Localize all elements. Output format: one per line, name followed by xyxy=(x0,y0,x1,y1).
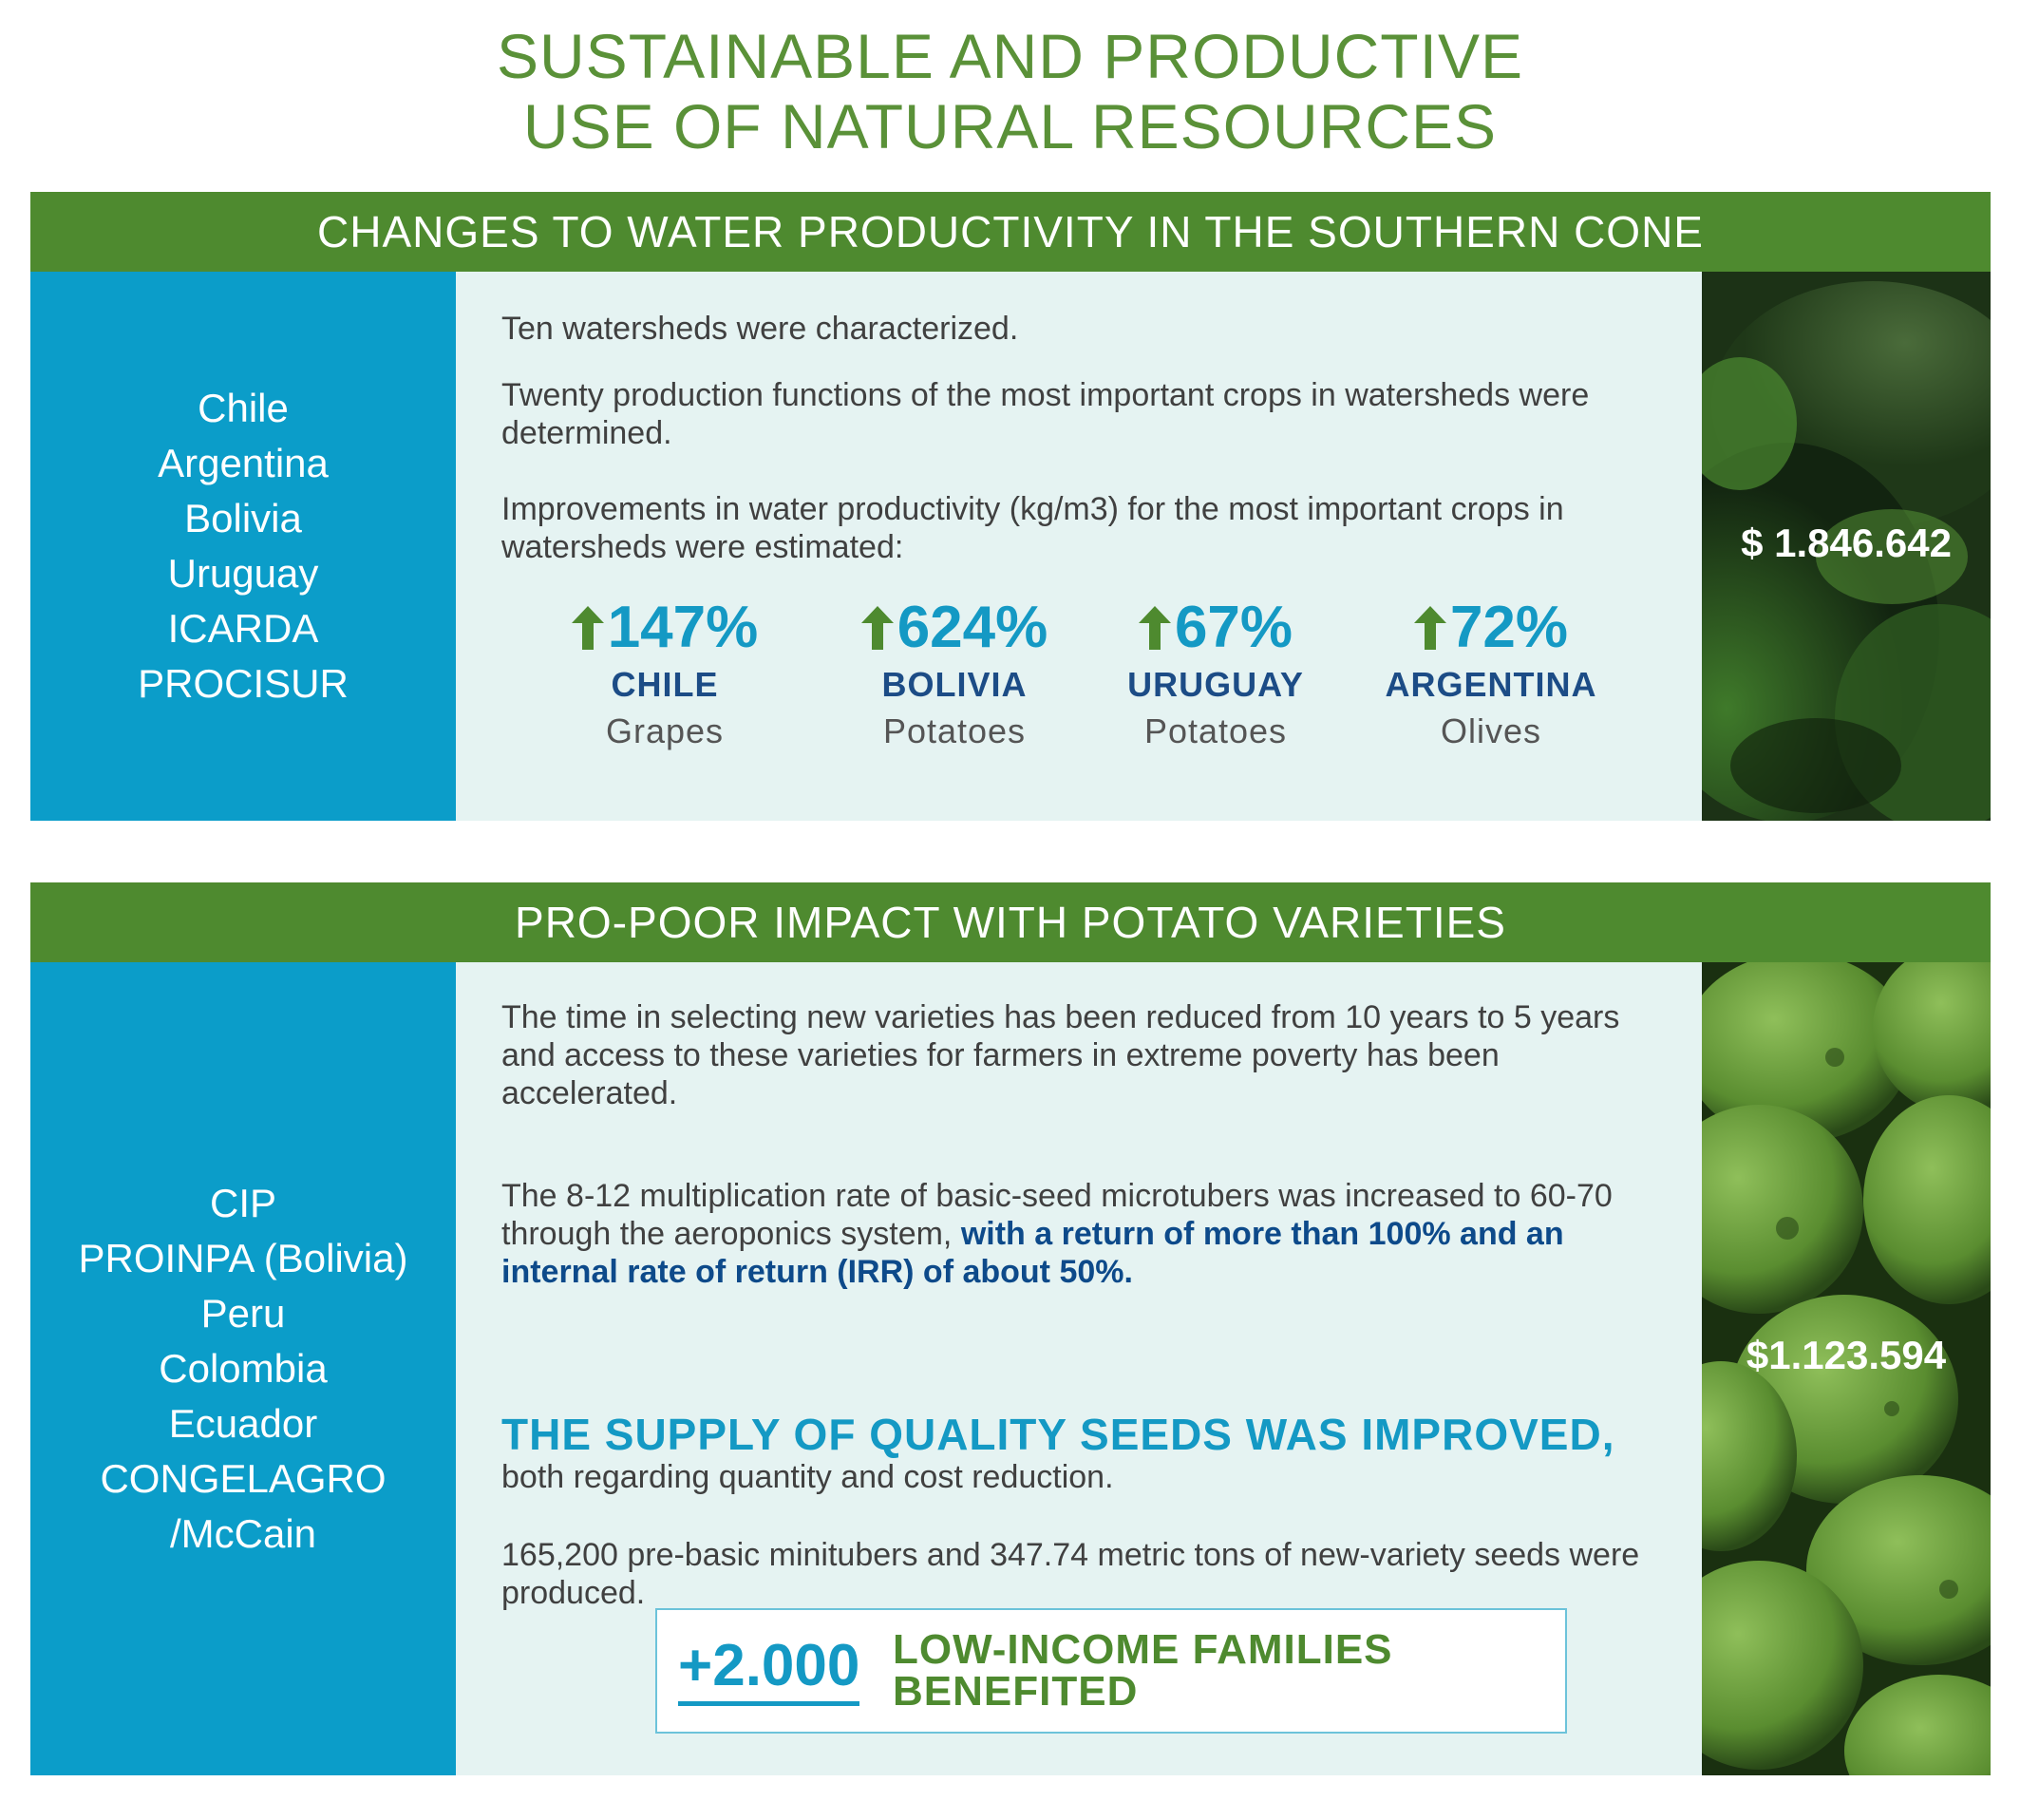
water-budget-amount: $ 1.846.642 xyxy=(1741,521,1952,565)
potato-partners-panel xyxy=(30,962,456,1775)
partner-uruguay: Uruguay xyxy=(167,551,319,596)
stat-bolivia-country: BOLIVIA xyxy=(881,665,1028,704)
return-rate-highlight: with a return of more than 100% and an internal rate of return (IRR) of about 50%. xyxy=(501,1216,1564,1290)
partner-proinpa: PROINPA (Bolivia) xyxy=(78,1236,408,1280)
water-improvements-text: Improvements in water productivity (kg/m3) for the most important crops in watersheds were estimated: xyxy=(501,491,1564,565)
stat-bolivia-value: 624% xyxy=(897,595,1048,660)
page-title-line-1: SUSTAINABLE AND PRODUCTIVE xyxy=(496,21,1523,91)
stat-chile xyxy=(532,595,798,754)
families-label-line-1: LOW-INCOME FAMILIES xyxy=(893,1626,1393,1673)
potato-budget-amount: $1.123.594 xyxy=(1746,1333,1947,1377)
stat-argentina-crop: Olives xyxy=(1440,711,1542,750)
up-arrow-icon xyxy=(1139,606,1171,650)
page-title-line-2: USE OF NATURAL RESOURCES xyxy=(522,91,1498,161)
watersheds-text: Ten watersheds were characterized. xyxy=(501,311,1019,347)
partner-icarda: ICARDA xyxy=(167,606,319,651)
stat-bolivia-crop: Potatoes xyxy=(882,711,1027,750)
water-productivity-banner: CHANGES TO WATER PRODUCTIVITY IN THE SOUTHERN CONE xyxy=(30,192,1991,272)
partner-cip: CIP xyxy=(209,1181,276,1225)
multiplication-rate-text xyxy=(501,1177,1670,1291)
partner-peru: Peru xyxy=(200,1291,286,1336)
stat-chile-value: 147% xyxy=(607,595,759,660)
families-label-line-2: BENEFITED xyxy=(893,1668,1139,1715)
partner-chile: Chile xyxy=(198,386,289,430)
partner-argentina: Argentina xyxy=(158,441,329,485)
stat-bolivia xyxy=(821,595,1087,754)
water-photo xyxy=(1702,272,1991,821)
seed-supply-subtext: both regarding quantity and cost reduction. xyxy=(501,1459,1114,1495)
potato-content-panel xyxy=(456,962,1702,1775)
selection-time-text: The time in selecting new varieties has been reduced from 10 years to 5 years and access to these varieties for farmers in extreme poverty has been accelerated. xyxy=(501,999,1620,1111)
stat-argentina xyxy=(1358,595,1624,754)
partner-congelagro: CONGELAGRO xyxy=(100,1456,387,1501)
partner-ecuador: Ecuador xyxy=(168,1401,318,1446)
multiplication-rate-plain: The 8-12 multiplication rate of basic-seed microtubers was increased to 60-70 through the aeroponics system, xyxy=(501,1178,1613,1252)
water-partners-panel xyxy=(30,272,456,821)
stat-argentina-value: 72% xyxy=(1449,595,1569,660)
partner-mccain: /McCain xyxy=(169,1511,317,1556)
stat-uruguay xyxy=(1083,595,1349,754)
stat-chile-crop: Grapes xyxy=(605,711,725,750)
stat-uruguay-crop: Potatoes xyxy=(1143,711,1288,750)
potato-varieties-banner: PRO-POOR IMPACT WITH POTATO VARIETIES xyxy=(30,882,1991,962)
partner-procisur: PROCISUR xyxy=(138,661,349,706)
potato-varieties-section xyxy=(30,882,1991,1775)
stat-uruguay-country: URUGUAY xyxy=(1127,665,1304,704)
families-label xyxy=(893,1626,1557,1715)
page-title xyxy=(0,21,2020,161)
production-functions-text: Twenty production functions of the most important crops in watersheds were determined. xyxy=(501,377,1590,451)
minitubers-text: 165,200 pre-basic minitubers and 347.74 metric tons of new-variety seeds were produced. xyxy=(501,1537,1640,1611)
families-count: +2.000 xyxy=(678,1633,859,1706)
up-arrow-icon xyxy=(1414,606,1446,650)
stat-chile-country: CHILE xyxy=(611,665,719,704)
potato-photo xyxy=(1702,962,1991,1775)
up-arrow-icon xyxy=(861,606,894,650)
families-benefited-box xyxy=(655,1608,1567,1734)
stat-argentina-country: ARGENTINA xyxy=(1385,665,1597,704)
water-productivity-section xyxy=(30,192,1991,821)
partner-bolivia: Bolivia xyxy=(184,496,302,540)
partner-colombia: Colombia xyxy=(159,1346,328,1391)
seed-supply-headline: THE SUPPLY OF QUALITY SEEDS WAS IMPROVED, xyxy=(501,1410,1615,1459)
up-arrow-icon xyxy=(572,606,604,650)
stat-uruguay-value: 67% xyxy=(1174,595,1293,660)
water-content-panel xyxy=(456,272,1702,821)
